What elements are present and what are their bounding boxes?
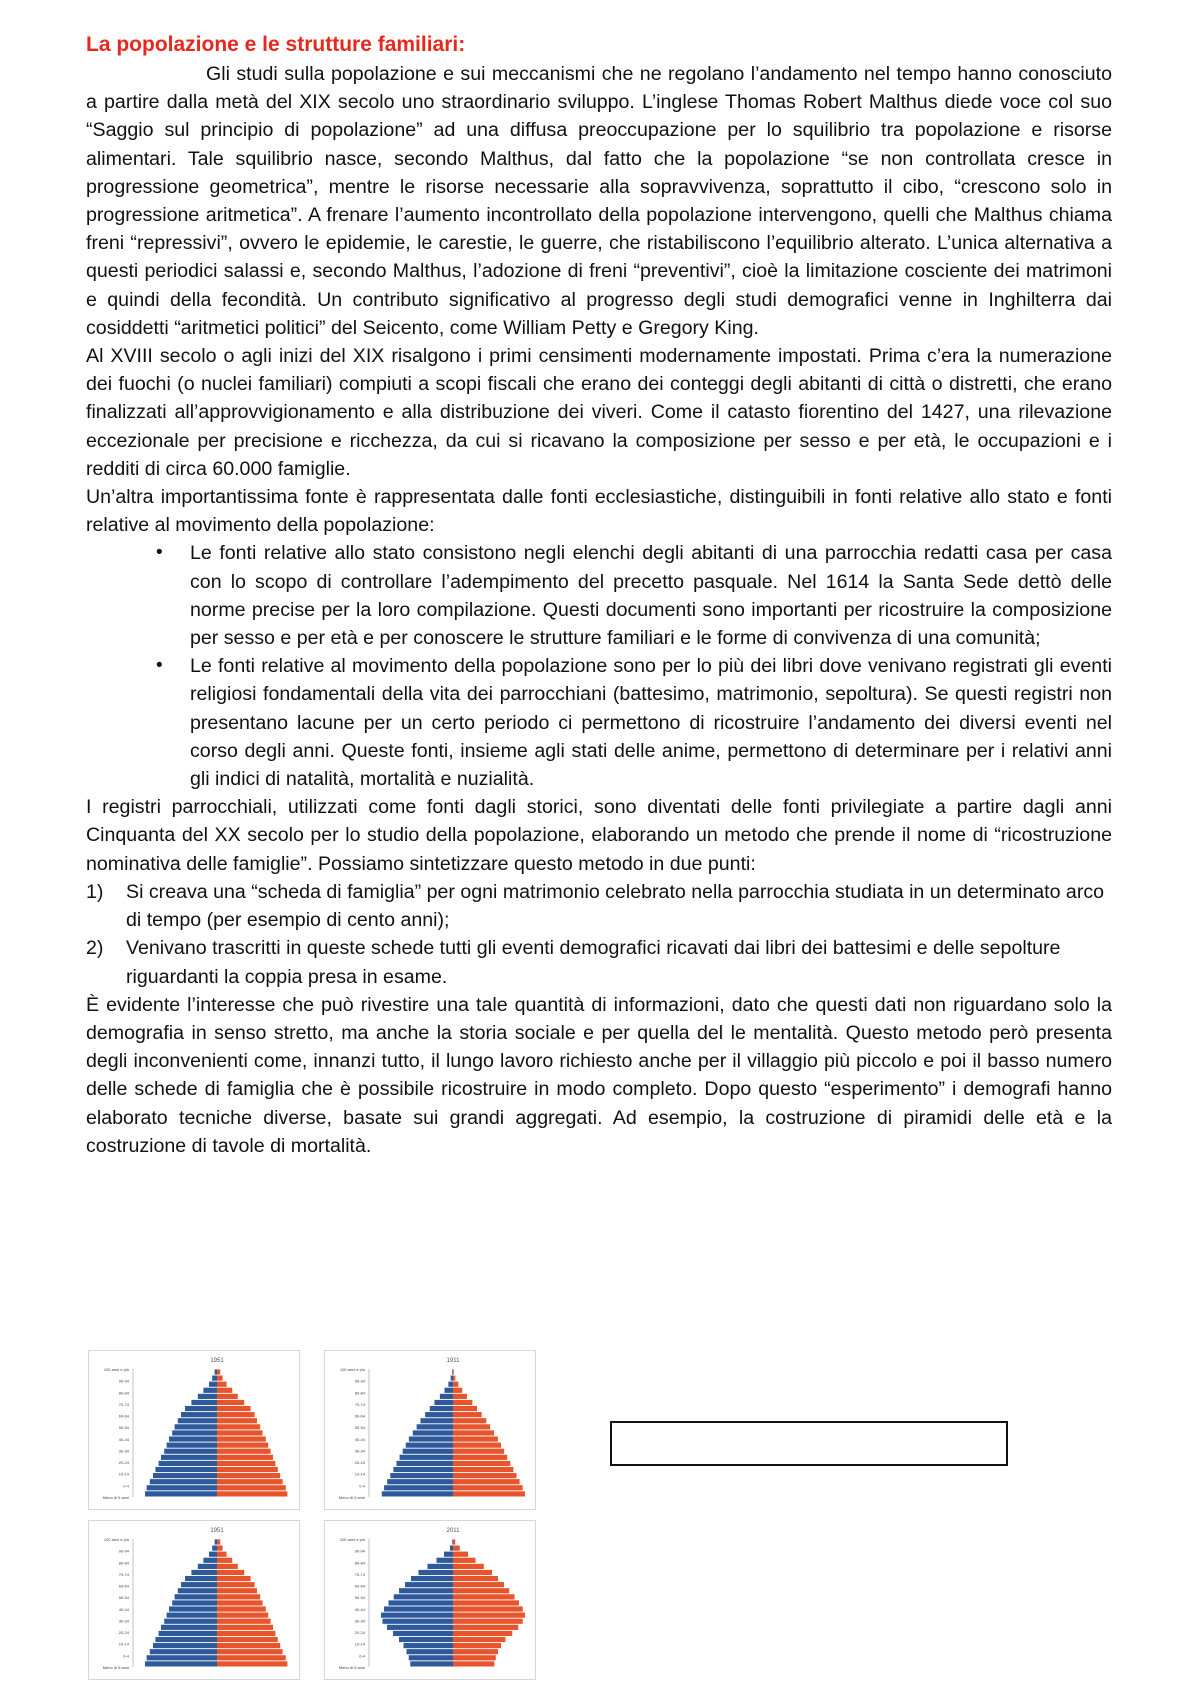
female-bar	[217, 1449, 271, 1454]
bullet-list	[86, 539, 1112, 793]
female-bar	[453, 1661, 494, 1666]
male-bar	[405, 1582, 453, 1587]
female-bar	[453, 1467, 513, 1472]
empty-text-box	[610, 1421, 1008, 1466]
female-bar	[453, 1594, 515, 1599]
age-tick-label: 40-44	[118, 1606, 129, 1612]
age-tick-label: 50-54	[354, 1425, 365, 1431]
female-bar	[453, 1625, 518, 1630]
male-bar	[191, 1570, 217, 1575]
male-bar	[159, 1461, 217, 1466]
male-bar	[167, 1443, 217, 1448]
age-tick-label: 90-94	[354, 1378, 365, 1384]
female-bar	[453, 1600, 519, 1605]
female-bar	[453, 1406, 477, 1411]
male-bar	[172, 1430, 217, 1435]
male-bar	[409, 1436, 453, 1441]
male-bar	[161, 1455, 217, 1460]
female-bar	[217, 1600, 263, 1605]
age-tick-label: 70-74	[354, 1571, 365, 1577]
female-bar	[453, 1455, 507, 1460]
female-bar	[217, 1436, 266, 1441]
male-bar	[417, 1424, 453, 1429]
paragraph-registri: I registri parrocchiali, utilizzati come fonti dagli storici, sono diventati delle fonti privilegiate a partire dagli anni Cinquanta del XX secolo per lo studio della popolazione, elaborando un metodo che prende il nome di “ricostruzione nominativa delle famiglie”. Possiamo sintetizzare questo metodo in due punti:	[86, 796, 1112, 875]
female-bar	[453, 1418, 486, 1423]
female-bar	[217, 1570, 244, 1575]
paragraph-malthus: Gli studi sulla popolazione e sui meccanismi che ne regolano l’andamento nel tempo hanno conosciuto a partire dalla metà del XIX secolo uno straordinario sviluppo. L’inglese Thomas Robert Malthus diede voce col suo “Saggio sul principio di popolazione” ad una diffusa preoccupazione per lo squilibrio tra popolazione e risorse alimentari. Tale squilibrio nasce, secondo Malthus, dal fatto che la popolazione “se non controllata cresce in progressione geometrica”, mentre le risorse necessarie alla sopravvivenza, soprattutto il cibo, “crescono solo in progressione aritmetica”. A frenare l’aumento incontrollato della popolazione intervengono, quelli che Malthus chiama freni “repressivi”, ovvero le epidemie, le carestie, le guerre, che ristabiliscono l’equilibrio alterato. L’unica alternativa a questi periodici salassi e, secondo Malthus, l’adozione di freni “preventivi”, cioè la limitazione cosciente dei matrimoni e quindi della fecondità. Un contributo significativo al progresso degli studi demografici venne in Inghilterra dai cosiddetti “aritmetici politici” del Seicento, come William Petty e Gregory King.	[86, 63, 1112, 339]
female-bar	[453, 1588, 509, 1593]
female-bar	[453, 1485, 523, 1490]
male-bar	[150, 1649, 217, 1654]
female-bar	[453, 1564, 484, 1569]
male-bar	[153, 1643, 217, 1648]
age-tick-label: 0-4	[123, 1653, 129, 1659]
female-bar	[453, 1552, 468, 1557]
female-bar	[217, 1539, 220, 1544]
female-bar	[217, 1430, 263, 1435]
age-tick-label: 80-84	[354, 1560, 365, 1566]
female-bar	[217, 1643, 280, 1648]
age-tick-label: 60-64	[118, 1413, 129, 1419]
male-bar	[172, 1600, 217, 1605]
female-bar	[453, 1576, 498, 1581]
male-bar	[399, 1637, 453, 1642]
male-bar	[387, 1625, 453, 1630]
male-bar	[420, 1418, 453, 1423]
female-bar	[453, 1570, 492, 1575]
numbered-item-2	[86, 934, 1112, 990]
female-bar	[217, 1375, 223, 1380]
numbered-item-marker: 1)	[86, 880, 104, 903]
female-bar	[217, 1400, 244, 1405]
age-tick-label: 30-34	[118, 1618, 129, 1624]
male-bar	[393, 1631, 453, 1636]
population-pyramids-figure	[88, 1350, 548, 1680]
male-bar	[394, 1594, 453, 1599]
male-bar	[399, 1588, 453, 1593]
male-bar	[407, 1649, 454, 1654]
paragraph-fonti-ecclesiastiche: Un’altra importantissima fonte è rappresentata dalle fonti ecclesiastiche, distinguibili in fonti relative allo stato e fonti relative al movimento della popolazione:	[86, 486, 1112, 537]
paragraph-censimenti: Al XVIII secolo o agli inizi del XIX risalgono i primi censimenti modernamente impostati. Prima c’era la numerazione dei fuochi (o nuclei familiari) compiuti a scopi fiscali che erano dei conteggi degli abitanti di città o distretti, che erano finalizzati all’approvvigionamento e alla distribuzione dei viveri. Come il catasto fiorentino del 1427, una rilevazione eccezionale per precisione e ricchezza, da cui si ricavano la composizione per sesso e per età, le occupazioni e i redditi di circa 60.000 famiglie.	[86, 345, 1112, 480]
document-body	[86, 30, 1112, 1160]
female-bar	[217, 1424, 260, 1429]
age-tick-label: 10-14	[118, 1641, 129, 1647]
age-tick-label: 100 anni e più	[103, 1537, 129, 1542]
age-tick-label: 10-14	[354, 1471, 365, 1477]
female-bar	[453, 1539, 455, 1544]
male-bar	[212, 1375, 217, 1380]
male-bar	[215, 1539, 217, 1544]
female-bar	[453, 1619, 523, 1624]
numbered-item-1	[86, 878, 1112, 934]
female-bar	[217, 1418, 257, 1423]
female-bar	[217, 1613, 268, 1618]
age-tick-label: 30-34	[354, 1448, 365, 1454]
female-bar	[453, 1606, 523, 1611]
age-tick-label: 100 anni e più	[339, 1537, 365, 1542]
age-tick-label: 20-24	[354, 1630, 365, 1636]
female-bar	[217, 1594, 260, 1599]
age-tick-label: Meno di 5 anni	[338, 1495, 365, 1500]
age-tick-label: Meno di 5 anni	[338, 1665, 365, 1670]
male-bar	[155, 1637, 217, 1642]
male-bar	[147, 1485, 217, 1490]
male-bar	[147, 1655, 217, 1660]
male-bar	[153, 1473, 217, 1478]
male-bar	[167, 1613, 217, 1618]
female-bar	[453, 1430, 494, 1435]
male-bar	[387, 1479, 453, 1484]
male-bar	[384, 1485, 453, 1490]
female-bar	[453, 1643, 501, 1648]
numbered-item-marker: 2)	[86, 937, 104, 960]
male-bar	[155, 1467, 217, 1472]
male-bar	[161, 1625, 217, 1630]
age-tick-label: 20-24	[118, 1460, 129, 1466]
female-bar	[217, 1588, 257, 1593]
female-bar	[217, 1661, 287, 1666]
female-bar	[217, 1388, 232, 1393]
female-bar	[453, 1375, 455, 1380]
female-bar	[453, 1631, 512, 1636]
male-bar	[215, 1369, 217, 1374]
male-bar	[164, 1449, 217, 1454]
female-bar	[453, 1649, 498, 1654]
female-bar	[217, 1564, 238, 1569]
male-bar	[203, 1388, 217, 1393]
female-bar	[217, 1649, 283, 1654]
female-bar	[217, 1545, 223, 1550]
male-bar	[450, 1545, 453, 1550]
pyramid-chart-1951-bottom	[88, 1520, 300, 1680]
female-bar	[453, 1400, 472, 1405]
age-tick-label: 0-4	[359, 1483, 365, 1489]
male-bar	[404, 1643, 454, 1648]
female-bar	[217, 1576, 251, 1581]
female-bar	[453, 1545, 460, 1550]
female-bar	[453, 1382, 458, 1387]
female-bar	[217, 1655, 286, 1660]
female-bar	[453, 1369, 454, 1374]
female-bar	[217, 1491, 287, 1496]
age-tick-label: 0-4	[359, 1653, 365, 1659]
male-bar	[185, 1406, 217, 1411]
female-bar	[217, 1412, 255, 1417]
male-bar	[198, 1394, 217, 1399]
female-bar	[453, 1461, 510, 1466]
male-bar	[419, 1570, 454, 1575]
female-bar	[453, 1479, 520, 1484]
female-bar	[217, 1443, 268, 1448]
female-bar	[453, 1412, 482, 1417]
paragraph-conclusione: È evidente l’interesse che può rivestire una tale quantità di informazioni, dato che questi dati non riguardano solo la demografia in senso stretto, ma anche la storia sociale e per quella del le mentalità. Questo metodo però presenta degli inconvenienti come, innanzi tutto, il lungo lavoro richiesto anche per il villaggio più piccolo e poi il basso numero delle schede di famiglia che è possibile ricostruire in modo completo. Dopo questo “esperimento” i demografi hanno elaborato tecniche diverse, basate sui grandi aggregati. Ad esempio, la costruzione di piramidi delle età e la costruzione di tavole di mortalità.	[86, 993, 1112, 1157]
female-bar	[217, 1455, 273, 1460]
male-bar	[430, 1406, 453, 1411]
female-bar	[453, 1655, 496, 1660]
male-bar	[428, 1564, 454, 1569]
age-tick-label: 100 anni e più	[339, 1367, 365, 1372]
male-bar	[209, 1552, 217, 1557]
female-bar	[453, 1449, 504, 1454]
male-bar	[448, 1382, 453, 1387]
male-bar	[191, 1400, 217, 1405]
male-bar	[396, 1461, 453, 1466]
male-bar	[413, 1430, 453, 1435]
male-bar	[175, 1594, 217, 1599]
male-bar	[169, 1436, 217, 1441]
male-bar	[150, 1479, 217, 1484]
male-bar	[403, 1449, 453, 1454]
female-bar	[217, 1558, 232, 1563]
male-bar	[181, 1582, 217, 1587]
page-title: La popolazione e le strutture familiari:	[86, 33, 466, 56]
female-bar	[453, 1582, 504, 1587]
male-bar	[175, 1424, 217, 1429]
male-bar	[209, 1382, 217, 1387]
age-tick-label: 60-64	[118, 1583, 129, 1589]
female-bar	[217, 1406, 251, 1411]
male-bar	[409, 1655, 453, 1660]
age-tick-label: 10-14	[118, 1471, 129, 1477]
age-tick-label: 0-4	[123, 1483, 129, 1489]
female-bar	[217, 1467, 278, 1472]
female-bar	[453, 1558, 476, 1563]
male-bar	[437, 1558, 454, 1563]
female-bar	[453, 1443, 501, 1448]
age-tick-label: 20-24	[354, 1460, 365, 1466]
male-bar	[400, 1455, 453, 1460]
male-bar	[383, 1619, 454, 1624]
age-tick-label: 70-74	[354, 1401, 365, 1407]
male-bar	[452, 1539, 453, 1544]
female-bar	[453, 1473, 516, 1478]
pyramid-chart-1951-top	[88, 1350, 300, 1510]
male-bar	[382, 1491, 453, 1496]
female-bar	[217, 1473, 280, 1478]
female-bar	[453, 1613, 525, 1618]
female-bar	[453, 1436, 498, 1441]
male-bar	[444, 1388, 453, 1393]
age-tick-label: 80-84	[354, 1390, 365, 1396]
age-tick-label: 80-84	[118, 1390, 129, 1396]
male-bar	[145, 1491, 217, 1496]
male-bar	[389, 1600, 454, 1605]
male-bar	[440, 1394, 453, 1399]
male-bar	[390, 1473, 453, 1478]
age-tick-label: 30-34	[354, 1618, 365, 1624]
age-tick-label: 90-94	[118, 1378, 129, 1384]
female-bar	[217, 1485, 286, 1490]
age-tick-label: 70-74	[118, 1571, 129, 1577]
age-tick-label: 90-94	[118, 1548, 129, 1554]
female-bar	[217, 1552, 227, 1557]
male-bar	[212, 1545, 217, 1550]
age-tick-label: 100 anni e più	[103, 1367, 129, 1372]
age-tick-label: 50-54	[118, 1425, 129, 1431]
female-bar	[453, 1394, 467, 1399]
female-bar	[217, 1582, 255, 1587]
female-bar	[217, 1637, 278, 1642]
pyramid-year-label: 1951	[210, 1528, 224, 1534]
age-tick-label: 60-64	[354, 1413, 365, 1419]
female-bar	[217, 1382, 227, 1387]
pyramid-year-label: 1911	[446, 1358, 460, 1364]
female-bar	[217, 1479, 283, 1484]
female-bar	[217, 1461, 275, 1466]
pyramid-year-label: 2011	[446, 1528, 460, 1534]
male-bar	[425, 1412, 453, 1417]
female-bar	[217, 1631, 275, 1636]
male-bar	[393, 1467, 453, 1472]
age-tick-label: 40-44	[354, 1606, 365, 1612]
numbered-list	[86, 878, 1112, 991]
pyramid-chart-1911	[324, 1350, 536, 1510]
age-tick-label: 40-44	[118, 1436, 129, 1442]
age-tick-label: 10-14	[354, 1641, 365, 1647]
male-bar	[145, 1661, 217, 1666]
numbered-item-text: Venivano trascritti in queste schede tutti gli eventi demografici ricavati dai libri dei battesimi e delle sepolture riguardanti la coppia presa in esame.	[126, 937, 1061, 988]
age-tick-label: 60-64	[354, 1583, 365, 1589]
bullet-item-movimento: • Le fonti relative al movimento della popolazione sono per lo più dei libri dove venivano registrati gli eventi religiosi fondamentali della vita dei parrocchiani (battesimo, matrimonio, sepoltura). Se questi registri non presentano lacune per un certo periodo ci permettono di ricostruire l’andamento dei diversi eventi nel corso degli anni. Queste fonti, insieme agli stati delle anime, permettono di determinare per i relativi anni gli indici di natalità, mortalità e nuzialità.	[190, 652, 1112, 793]
male-bar	[451, 1375, 453, 1380]
female-bar	[217, 1394, 238, 1399]
age-tick-label: 50-54	[118, 1595, 129, 1601]
female-bar	[453, 1424, 490, 1429]
male-bar	[381, 1613, 453, 1618]
male-bar	[164, 1619, 217, 1624]
pyramid-year-label: 1951	[210, 1358, 224, 1364]
male-bar	[169, 1606, 217, 1611]
female-bar	[217, 1619, 271, 1624]
female-bar	[217, 1625, 273, 1630]
age-tick-label: 70-74	[118, 1401, 129, 1407]
age-tick-label: 20-24	[118, 1630, 129, 1636]
numbered-item-text: Si creava una “scheda di famiglia” per ogni matrimonio celebrato nella parrocchia studiata in un determinato arco di tempo (per esempio di cento anni);	[126, 880, 1105, 932]
female-bar	[217, 1369, 220, 1374]
female-bar	[217, 1606, 266, 1611]
pyramid-chart-2011	[324, 1520, 536, 1680]
male-bar	[444, 1552, 453, 1557]
female-bar	[453, 1491, 525, 1496]
age-tick-label: Meno di 5 anni	[102, 1495, 129, 1500]
age-tick-label: Meno di 5 anni	[102, 1665, 129, 1670]
male-bar	[159, 1631, 217, 1636]
age-tick-label: 30-34	[118, 1448, 129, 1454]
male-bar	[181, 1412, 217, 1417]
male-bar	[406, 1443, 453, 1448]
age-tick-label: 50-54	[354, 1595, 365, 1601]
female-bar	[453, 1637, 506, 1642]
male-bar	[384, 1606, 453, 1611]
age-tick-label: 80-84	[118, 1560, 129, 1566]
male-bar	[185, 1576, 217, 1581]
male-bar	[203, 1558, 217, 1563]
male-bar	[434, 1400, 453, 1405]
age-tick-label: 90-94	[354, 1548, 365, 1554]
age-tick-label: 40-44	[354, 1436, 365, 1442]
male-bar	[411, 1576, 453, 1581]
male-bar	[178, 1418, 217, 1423]
female-bar	[453, 1388, 462, 1393]
male-bar	[178, 1588, 217, 1593]
male-bar	[452, 1369, 453, 1374]
male-bar	[410, 1661, 453, 1666]
bullet-item-stato: • Le fonti relative allo stato consistono negli elenchi degli abitanti di una parrocchia redatti casa per casa con lo scopo di controllare l’adempimento del precetto pasquale. Nel 1614 la Santa Sede dettò delle norme precise per la loro compilazione. Questi documenti sono importanti per ricostruire la composizione per sesso e per età e per conoscere le strutture familiari e le forme di convivenza di una comunità;	[190, 539, 1112, 652]
male-bar	[198, 1564, 217, 1569]
